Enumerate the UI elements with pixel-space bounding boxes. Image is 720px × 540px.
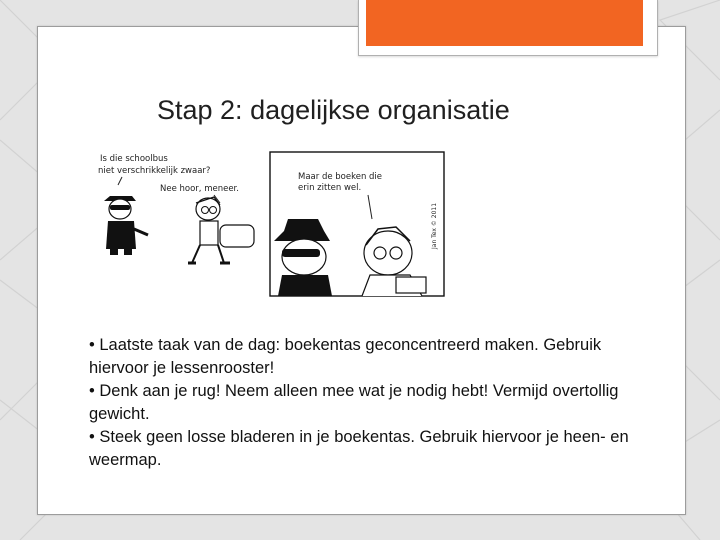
cartoon-panel-1 bbox=[98, 154, 254, 263]
cartoon-panel-2 bbox=[270, 152, 444, 296]
slide-title: Stap 2: dagelijkse organisatie bbox=[157, 95, 510, 125]
cartoon-image bbox=[96, 149, 446, 299]
bullet-item: • Laatste taak van de dag: boekentas geconcentreerd maken. Gebruik hiervoor je lessenrooster! bbox=[89, 336, 602, 377]
panel2-bubble-line1: Maar de boeken die bbox=[298, 172, 383, 182]
panel1-reply: Nee hoor, meneer. bbox=[160, 184, 239, 194]
panel1-bubble-line1: Is die schoolbus bbox=[100, 154, 168, 164]
panel1-bubble-line2: niet verschrikkelijk zwaar? bbox=[98, 166, 211, 176]
bullet-item: • Denk aan je rug! Neem alleen mee wat je nodig hebt! Vermijd overtollig gewicht. bbox=[89, 382, 619, 423]
accent-bar bbox=[366, 0, 643, 46]
bullet-list bbox=[89, 334, 629, 472]
bullet-item: • Steek geen losse bladeren in je boekentas. Gebruik hiervoor je heen- en weermap. bbox=[89, 428, 629, 469]
panel2-bubble-line2: erin zitten wel. bbox=[298, 183, 362, 193]
cartoon-signature: Jan Tex © 2011 bbox=[431, 202, 438, 249]
